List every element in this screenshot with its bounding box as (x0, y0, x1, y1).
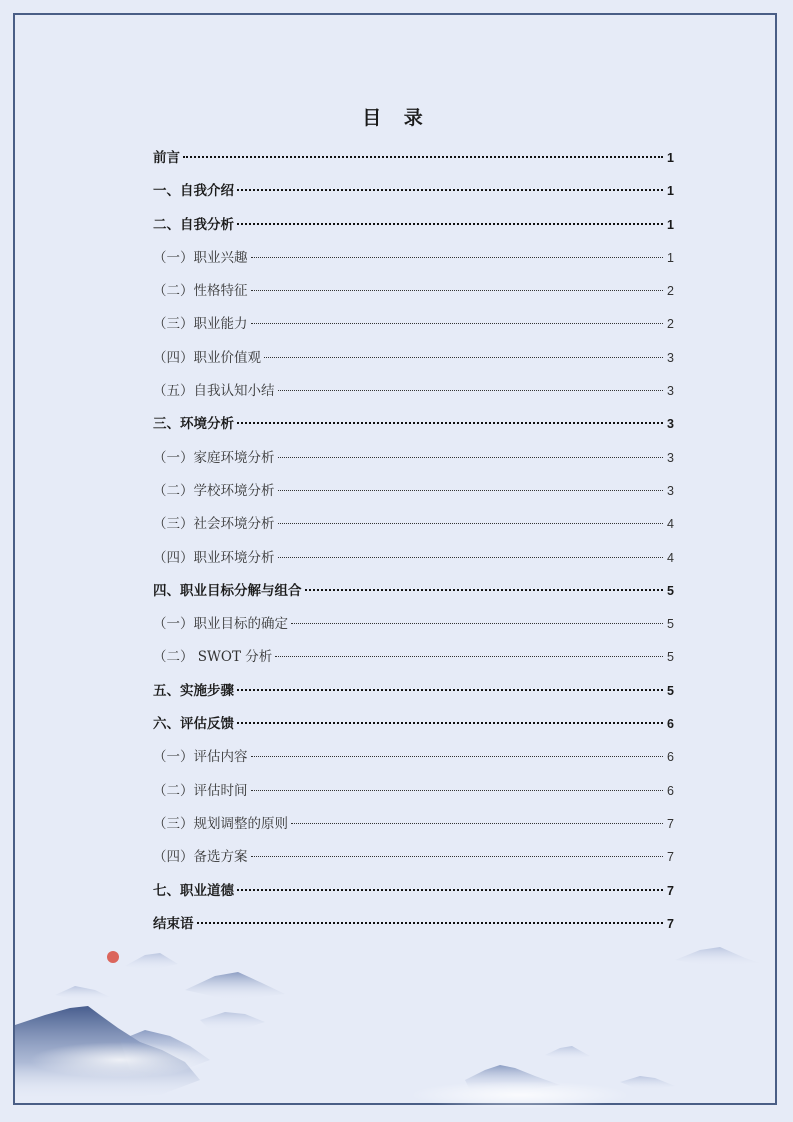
toc-page-number: 5 (667, 650, 674, 665)
toc-entry[interactable] (153, 908, 674, 941)
toc-leader-dots (291, 623, 663, 624)
toc-entry[interactable] (153, 175, 674, 208)
toc-entry-label: （三）职业能力 (153, 316, 248, 333)
toc-entry-label: （一）评估内容 (153, 749, 248, 766)
toc-entry[interactable] (153, 475, 674, 508)
toc-entry[interactable] (153, 308, 674, 341)
toc-entry-label: （四）职业价值观 (153, 349, 261, 366)
toc-leader-dots (251, 323, 664, 324)
toc-page-number: 7 (667, 916, 674, 931)
toc-entry[interactable] (153, 508, 674, 541)
toc-leader-dots (291, 823, 663, 824)
toc-leader-dots (237, 422, 663, 424)
toc-page-number: 1 (667, 250, 674, 265)
toc-entry-label: 七、职业道德 (153, 882, 234, 899)
toc-entry[interactable] (153, 209, 674, 242)
toc-leader-dots (237, 223, 663, 225)
toc-page-number: 4 (667, 550, 674, 565)
toc-entry-label: （二）学校环境分析 (153, 482, 275, 499)
toc-entry[interactable] (153, 808, 674, 841)
toc-leader-dots (197, 922, 664, 924)
toc-entry-label: 四、职业目标分解与组合 (153, 582, 302, 599)
toc-entry[interactable] (153, 841, 674, 874)
toc-entry-label: （四）职业环境分析 (153, 549, 275, 566)
toc-entry-label: 二、自我分析 (153, 216, 234, 233)
table-of-contents (153, 142, 674, 941)
toc-page-number: 7 (667, 883, 674, 898)
toc-page-number: 1 (667, 184, 674, 199)
toc-page-number: 3 (667, 450, 674, 465)
toc-entry-label: （一）家庭环境分析 (153, 449, 275, 466)
toc-entry[interactable] (153, 142, 674, 175)
toc-leader-dots (305, 589, 664, 591)
toc-leader-dots (278, 457, 664, 458)
toc-leader-dots (264, 357, 663, 358)
toc-entry-label: （一）职业目标的确定 (153, 616, 288, 633)
toc-title: 目 录 (362, 107, 431, 129)
toc-entry-label: （三）规划调整的原则 (153, 815, 288, 832)
toc-entry-label: 三、环境分析 (153, 416, 234, 433)
toc-page-number: 1 (667, 151, 674, 165)
toc-page-number: 3 (667, 350, 674, 365)
toc-page-number: 6 (667, 717, 674, 732)
toc-page-number: 7 (667, 850, 674, 865)
toc-entry[interactable] (153, 542, 674, 575)
toc-page-number: 3 (667, 483, 674, 498)
toc-entry[interactable] (153, 675, 674, 708)
toc-leader-dots (278, 390, 664, 391)
toc-entry-label: （一）职业兴趣 (153, 249, 248, 266)
toc-entry-label: （二）性格特征 (153, 283, 248, 300)
toc-entry[interactable] (153, 875, 674, 908)
toc-entry[interactable] (153, 575, 674, 608)
toc-entry[interactable] (153, 775, 674, 808)
toc-entry[interactable] (153, 242, 674, 275)
toc-entry-label: （二）评估时间 (153, 782, 248, 799)
toc-page-number: 7 (667, 816, 674, 831)
toc-leader-dots (251, 257, 664, 258)
toc-entry-label: 前言 (153, 150, 180, 166)
toc-leader-dots (275, 656, 663, 657)
toc-entry[interactable] (153, 408, 674, 441)
toc-leader-dots (278, 490, 664, 491)
toc-entry-label: （五）自我认知小结 (153, 383, 275, 400)
toc-leader-dots (237, 722, 663, 724)
toc-page-number: 6 (667, 750, 674, 765)
toc-leader-dots (278, 557, 664, 558)
toc-entry-label: （二） SWOT 分析 (153, 649, 273, 666)
toc-leader-dots (237, 189, 663, 191)
toc-entry-label: （四）备选方案 (153, 849, 248, 866)
toc-entry-label: 五、实施步骤 (153, 682, 234, 699)
toc-entry[interactable] (153, 275, 674, 308)
toc-entry[interactable] (153, 342, 674, 375)
toc-leader-dots (251, 290, 664, 291)
toc-leader-dots (237, 889, 663, 891)
toc-entry[interactable] (153, 641, 674, 674)
toc-page-number: 5 (667, 583, 674, 598)
toc-entry-label: 六、评估反馈 (153, 716, 234, 733)
toc-entry-label: （三）社会环境分析 (153, 516, 275, 533)
toc-entry[interactable] (153, 741, 674, 774)
toc-leader-dots (251, 756, 664, 757)
toc-page-number: 4 (667, 517, 674, 532)
toc-page-number: 3 (667, 417, 674, 432)
toc-page-number: 5 (667, 683, 674, 698)
toc-leader-dots (237, 689, 663, 691)
toc-leader-dots (251, 856, 664, 857)
toc-page-number: 2 (667, 317, 674, 332)
toc-page-number: 2 (667, 284, 674, 299)
toc-page-number: 1 (667, 217, 674, 232)
toc-leader-dots (183, 156, 663, 158)
toc-leader-dots (278, 523, 664, 524)
toc-entry-label: 一、自我介绍 (153, 183, 234, 200)
toc-page-number: 6 (667, 783, 674, 798)
toc-entry[interactable] (153, 608, 674, 641)
toc-entry[interactable] (153, 442, 674, 475)
toc-entry[interactable] (153, 708, 674, 741)
toc-entry-label: 结束语 (153, 915, 194, 932)
toc-page-number: 3 (667, 384, 674, 399)
toc-page-number: 5 (667, 617, 674, 632)
toc-entry[interactable] (153, 375, 674, 408)
toc-leader-dots (251, 790, 664, 791)
